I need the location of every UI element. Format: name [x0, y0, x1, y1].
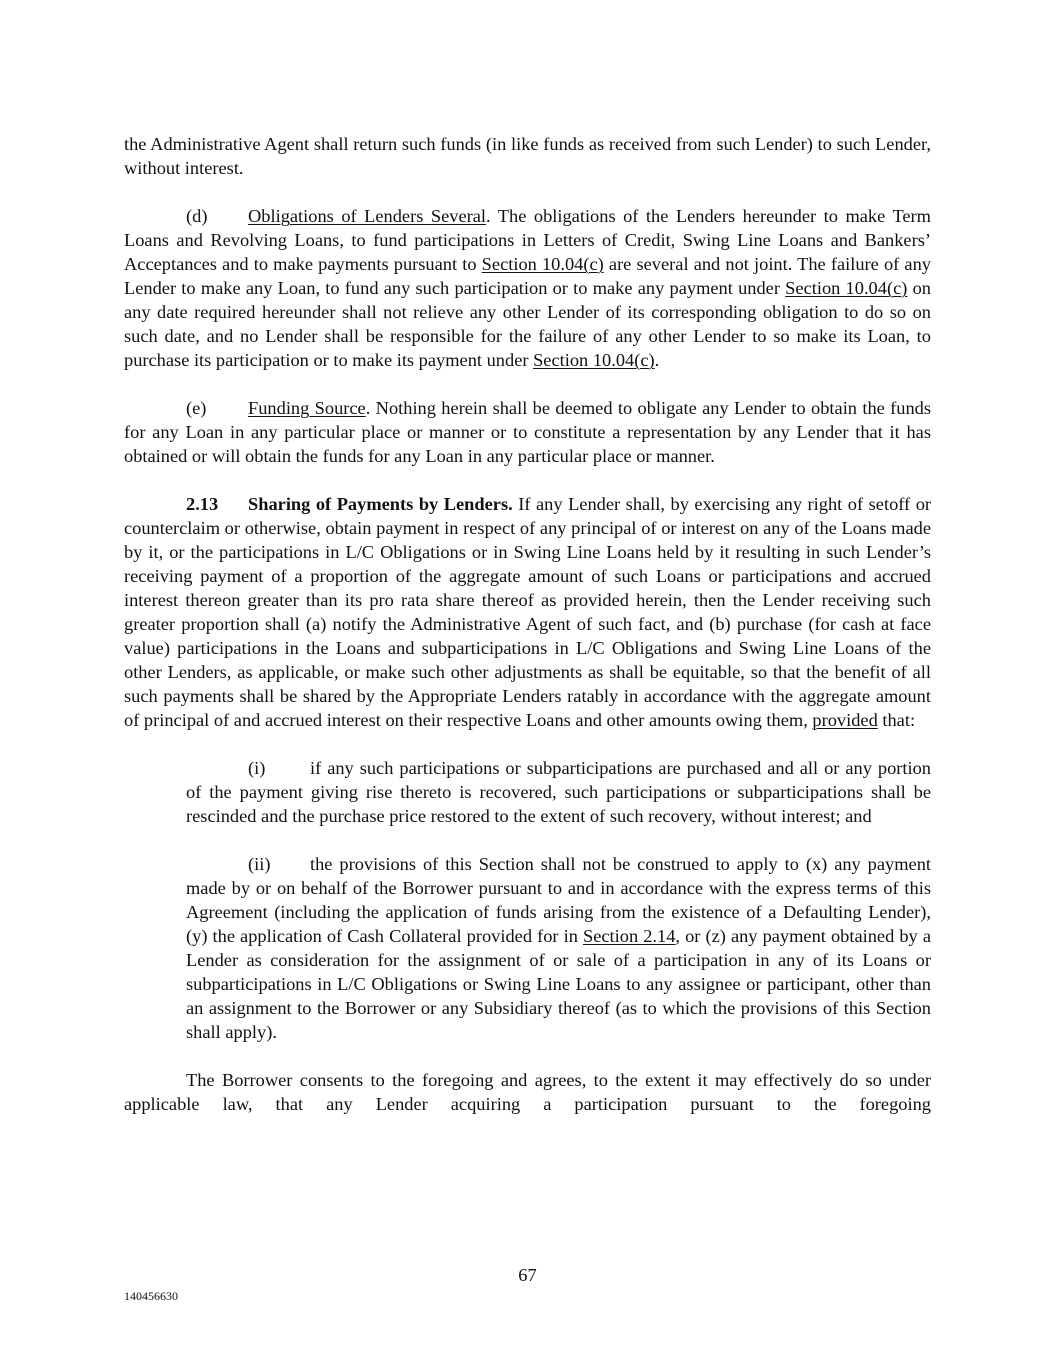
section-number: 2.13: [186, 494, 219, 514]
paragraph-text: , or (z) any payment obtained by a Lender as consideration for the assignment of or sale of a participation in any of its Loans or subparticipations in L/C Obligations or Swing Line Loans to any assignee or participant, other than an assignment to the Borrower or any Subsidiary thereof (as to which the provisions of this Section shall apply).: [186, 926, 931, 1042]
subclause-ii: [186, 852, 931, 1044]
paragraph-text: if any such participations or subparticipations are purchased and all or any portion of the payment giving rise thereto is recovered, such participations or subparticipations shall be rescinded and the purchase price restored to the extent of such recovery, without interest; and: [186, 758, 931, 826]
subclause-i: [186, 756, 931, 828]
clause-heading: Funding Source: [248, 398, 366, 418]
paragraph-text: .: [654, 350, 660, 370]
paragraph-text: If any Lender shall, by exercising any right of setoff or counterclaim or otherwise, obtain payment in respect of any principal of or interest on any of the Loans made by it, or the participations in L/C Obligations or in Swing Line Loans held by it resulting in such Lender’s receiving payment of a proportion of the aggregate amount of such Loans or participations and accrued interest thereon greater than its pro rata share thereof as provided herein, then the Lender receiving such greater proportion shall (a) notify the Administrative Agent of such fact, and (b) purchase (for cash at face value) participations in the Loans and subparticipations in L/C Obligations and Swing Line Loans of the other Lenders, as applicable, or make such other adjustments as shall be equitable, so that the benefit of all such payments shall be shared by the Appropriate Lenders ratably in accordance with the aggregate amount of principal of and accrued interest on their respective Loans and other amounts owing them,: [124, 494, 932, 730]
paragraph-d-obligations-of-lenders-several: [124, 204, 931, 372]
clause-label: (ii): [248, 854, 271, 874]
paragraph-text: the Administrative Agent shall return such funds (in like funds as received from such Lender) to such Lender, without interest.: [124, 134, 931, 178]
clause-label: (d): [186, 206, 208, 226]
clause-heading: Obligations of Lenders Several: [248, 206, 487, 226]
cross-reference-link[interactable]: Section 2.14: [582, 926, 676, 946]
paragraph-text: that:: [877, 710, 916, 730]
cross-reference-link[interactable]: Section 10.04(c): [481, 254, 604, 274]
paragraph-borrower-consent: [124, 1068, 931, 1116]
document-id: 140456630: [124, 1289, 178, 1303]
paragraph-e-funding-source: [124, 396, 931, 468]
cross-reference-link[interactable]: Section 10.04(c): [533, 350, 655, 370]
paragraph-text: . Nothing herein shall be deemed to obligate any Lender to obtain the funds for any Loan in any particular place or manner or to constitute a representation by any Lender that it has obtained or will obtain the funds for any Loan in any particular place or manner.: [124, 398, 932, 466]
clause-label: (i): [248, 758, 266, 778]
section-heading: Sharing of Payments by Lenders.: [248, 494, 513, 514]
page-number: 67: [518, 1265, 537, 1285]
paragraph-text: the provisions of this Section shall not be construed to apply to (x) any payment made by or on behalf of the Borrower pursuant to and in accordance with the express terms of this Agreement (including the application of funds arising from the existence of a Defaulting Lender), (y) the application of Cash Collateral provided for in: [186, 854, 931, 946]
paragraph-text: The Borrower consents to the foregoing and agrees, to the extent it may effectively do so under applicable law, that any Lender acquiring a participation pursuant to the foregoing: [124, 1070, 931, 1114]
section-2-13-sharing-of-payments: [124, 492, 931, 732]
paragraph-continuation: [124, 132, 931, 180]
paragraph-text: . The obligations of the Lenders hereunder to make Term Loans and Revolving Loans, to fund participations in Letters of Credit, Swing Line Loans and Bankers’ Acceptances and to make payments pursuant to: [124, 206, 931, 274]
defined-term: provided: [812, 710, 878, 730]
document-page: [124, 132, 931, 1140]
paragraph-text: on any date required hereunder shall not relieve any other Lender of its corresponding obligation to do so on such date, and no Lender shall be responsible for the failure of any other Lender to so make its Loan, to purchase its participation or to make its payment under: [124, 278, 931, 370]
clause-label: (e): [186, 398, 207, 418]
cross-reference-link[interactable]: Section 10.04(c): [785, 278, 908, 298]
paragraph-text: are several and not joint. The failure of any Lender to make any Loan, to fund any such participation or to make any payment under: [124, 254, 931, 298]
